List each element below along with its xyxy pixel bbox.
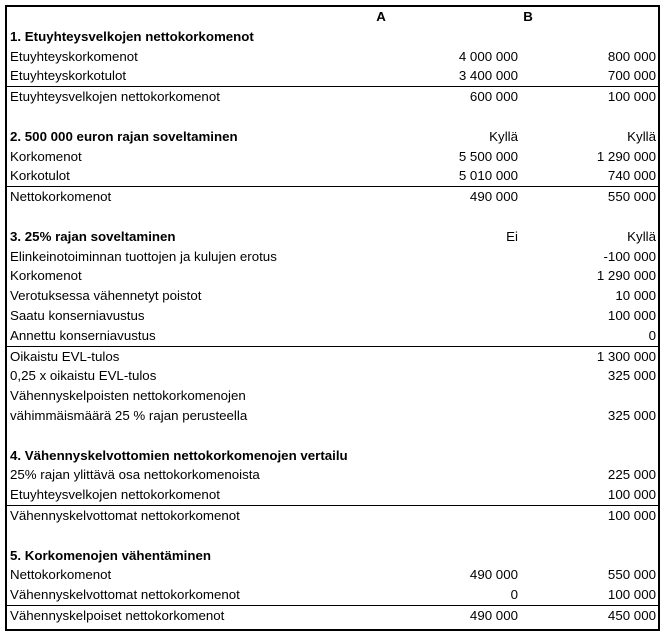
table-row (7, 286, 658, 306)
value-b: 100 000 (607, 487, 656, 503)
table-row (7, 565, 658, 585)
row-label: 3. 25% rajan soveltaminen (10, 228, 176, 244)
row-label: Etuyhteyskorkotulot (10, 68, 127, 84)
value-b (518, 446, 658, 466)
value-a: 4 000 000 (458, 48, 518, 64)
table-row (7, 306, 658, 326)
value-a: 600 000 (469, 89, 518, 105)
value-a (368, 326, 518, 346)
row-label: Vähennyskelpoisten nettokorkomenojen (10, 388, 246, 404)
value-b: Kyllä (627, 128, 656, 144)
row-label: Verotuksessa vähennetyt poistot (10, 288, 202, 304)
value-b: 740 000 (607, 168, 656, 184)
value-b: -100 000 (603, 248, 656, 264)
table-row (7, 485, 658, 505)
value-b: 0 (648, 327, 656, 343)
table-row (7, 605, 658, 626)
column-b-header: B (523, 9, 533, 24)
value-a (368, 247, 518, 267)
value-a (368, 207, 518, 227)
value-b: 10 000 (615, 288, 656, 304)
table-row (7, 27, 658, 47)
value-a (368, 526, 518, 546)
value-a: Ei (506, 228, 518, 244)
row-label: 2. 500 000 euron rajan soveltaminen (10, 128, 238, 144)
value-b (518, 526, 658, 546)
row-label: Vähennyskelvottomat nettokorkomenot (10, 507, 240, 523)
table-row (7, 446, 658, 466)
value-a (368, 286, 518, 306)
table-row (7, 366, 658, 386)
row-label: 5. Korkomenojen vähentäminen (10, 547, 211, 563)
row-label (7, 107, 368, 127)
table-row (7, 107, 658, 127)
value-a: 0 (510, 587, 518, 603)
column-header-row (7, 7, 658, 27)
row-label: Annettu konserniavustus (10, 327, 156, 343)
value-b: 450 000 (607, 607, 656, 623)
table-row (7, 86, 658, 107)
row-label: Elinkeinotoiminnan tuottojen ja kulujen erotus (10, 248, 277, 264)
value-a (368, 506, 518, 526)
table-row (7, 66, 658, 86)
value-b: 325 000 (607, 368, 656, 384)
value-a: 490 000 (469, 567, 518, 583)
value-a (368, 266, 518, 286)
table-row (7, 585, 658, 605)
value-a (368, 485, 518, 505)
table-body (7, 27, 658, 626)
table-row (7, 326, 658, 346)
row-label: 0,25 x oikaistu EVL-tulos (10, 368, 157, 384)
table-row (7, 166, 658, 186)
value-a: 490 000 (469, 189, 518, 205)
table-row (7, 426, 658, 446)
value-b (518, 107, 658, 127)
value-b: 1 290 000 (596, 148, 656, 164)
value-b: 550 000 (607, 567, 656, 583)
value-a (368, 546, 518, 566)
row-label: 25% rajan ylittävä osa nettokorkomenoista (10, 467, 260, 483)
row-label: Vähennyskelpoiset nettokorkomenot (10, 607, 225, 623)
row-label: Korkomenot (10, 268, 82, 284)
column-a-header: A (376, 9, 386, 24)
value-a: 3 400 000 (458, 68, 518, 84)
value-a (368, 406, 518, 426)
row-label: Oikaistu EVL-tulos (10, 348, 120, 364)
value-b (518, 386, 658, 406)
value-b: 1 300 000 (596, 348, 656, 364)
value-b: 325 000 (607, 407, 656, 423)
value-a (368, 107, 518, 127)
table-row (7, 47, 658, 67)
value-a (368, 347, 518, 367)
row-label: Nettokorkomenot (10, 189, 112, 205)
table-row (7, 147, 658, 167)
value-a: 5 500 000 (458, 148, 518, 164)
value-b: 100 000 (607, 507, 656, 523)
row-label (7, 526, 368, 546)
interest-deduction-table (5, 5, 660, 631)
table-row (7, 526, 658, 546)
value-b: 100 000 (607, 587, 656, 603)
value-b (518, 546, 658, 566)
row-label: Etuyhteyskorkomenot (10, 48, 138, 64)
value-b: 800 000 (607, 48, 656, 64)
row-label: 1. Etuyhteysvelkojen nettokorkomenot (10, 28, 254, 44)
row-label: Etuyhteysvelkojen nettokorkomenot (10, 487, 220, 503)
value-a: 490 000 (469, 607, 518, 623)
table-row (7, 247, 658, 267)
value-b: 550 000 (607, 189, 656, 205)
value-a: Kyllä (489, 128, 518, 144)
value-b: 1 290 000 (596, 268, 656, 284)
row-label: Saatu konserniavustus (10, 307, 145, 323)
value-b: 225 000 (607, 467, 656, 483)
row-label (7, 207, 368, 227)
table-row (7, 505, 658, 526)
value-b: 700 000 (607, 68, 656, 84)
row-label: Etuyhteysvelkojen nettokorkomenot (10, 89, 220, 105)
value-b (518, 207, 658, 227)
value-a (368, 27, 518, 47)
value-b: Kyllä (627, 228, 656, 244)
row-label: Vähennyskelvottomat nettokorkomenot (10, 587, 240, 603)
value-a (368, 446, 518, 466)
value-b: 100 000 (607, 89, 656, 105)
row-label: vähimmäismäärä 25 % rajan perusteella (10, 407, 248, 423)
value-b: 100 000 (607, 307, 656, 323)
value-a (368, 465, 518, 485)
table-row (7, 186, 658, 207)
table-row (7, 346, 658, 367)
table-row (7, 207, 658, 227)
table-row (7, 266, 658, 286)
row-label: Nettokorkomenot (10, 567, 112, 583)
table-row (7, 386, 658, 406)
value-a (368, 386, 518, 406)
table-row (7, 465, 658, 485)
table-row (7, 406, 658, 426)
value-a (368, 306, 518, 326)
table-row (7, 127, 658, 147)
value-b (518, 426, 658, 446)
value-a (368, 426, 518, 446)
table-row (7, 227, 658, 247)
row-label: Korkomenot (10, 148, 82, 164)
table-row (7, 546, 658, 566)
value-b (518, 27, 658, 47)
row-label: Korkotulot (10, 168, 70, 184)
value-a (368, 366, 518, 386)
row-label: 4. Vähennyskelvottomien nettokorkomenojen vertailu (10, 447, 348, 463)
value-a: 5 010 000 (458, 168, 518, 184)
row-label (7, 426, 368, 446)
